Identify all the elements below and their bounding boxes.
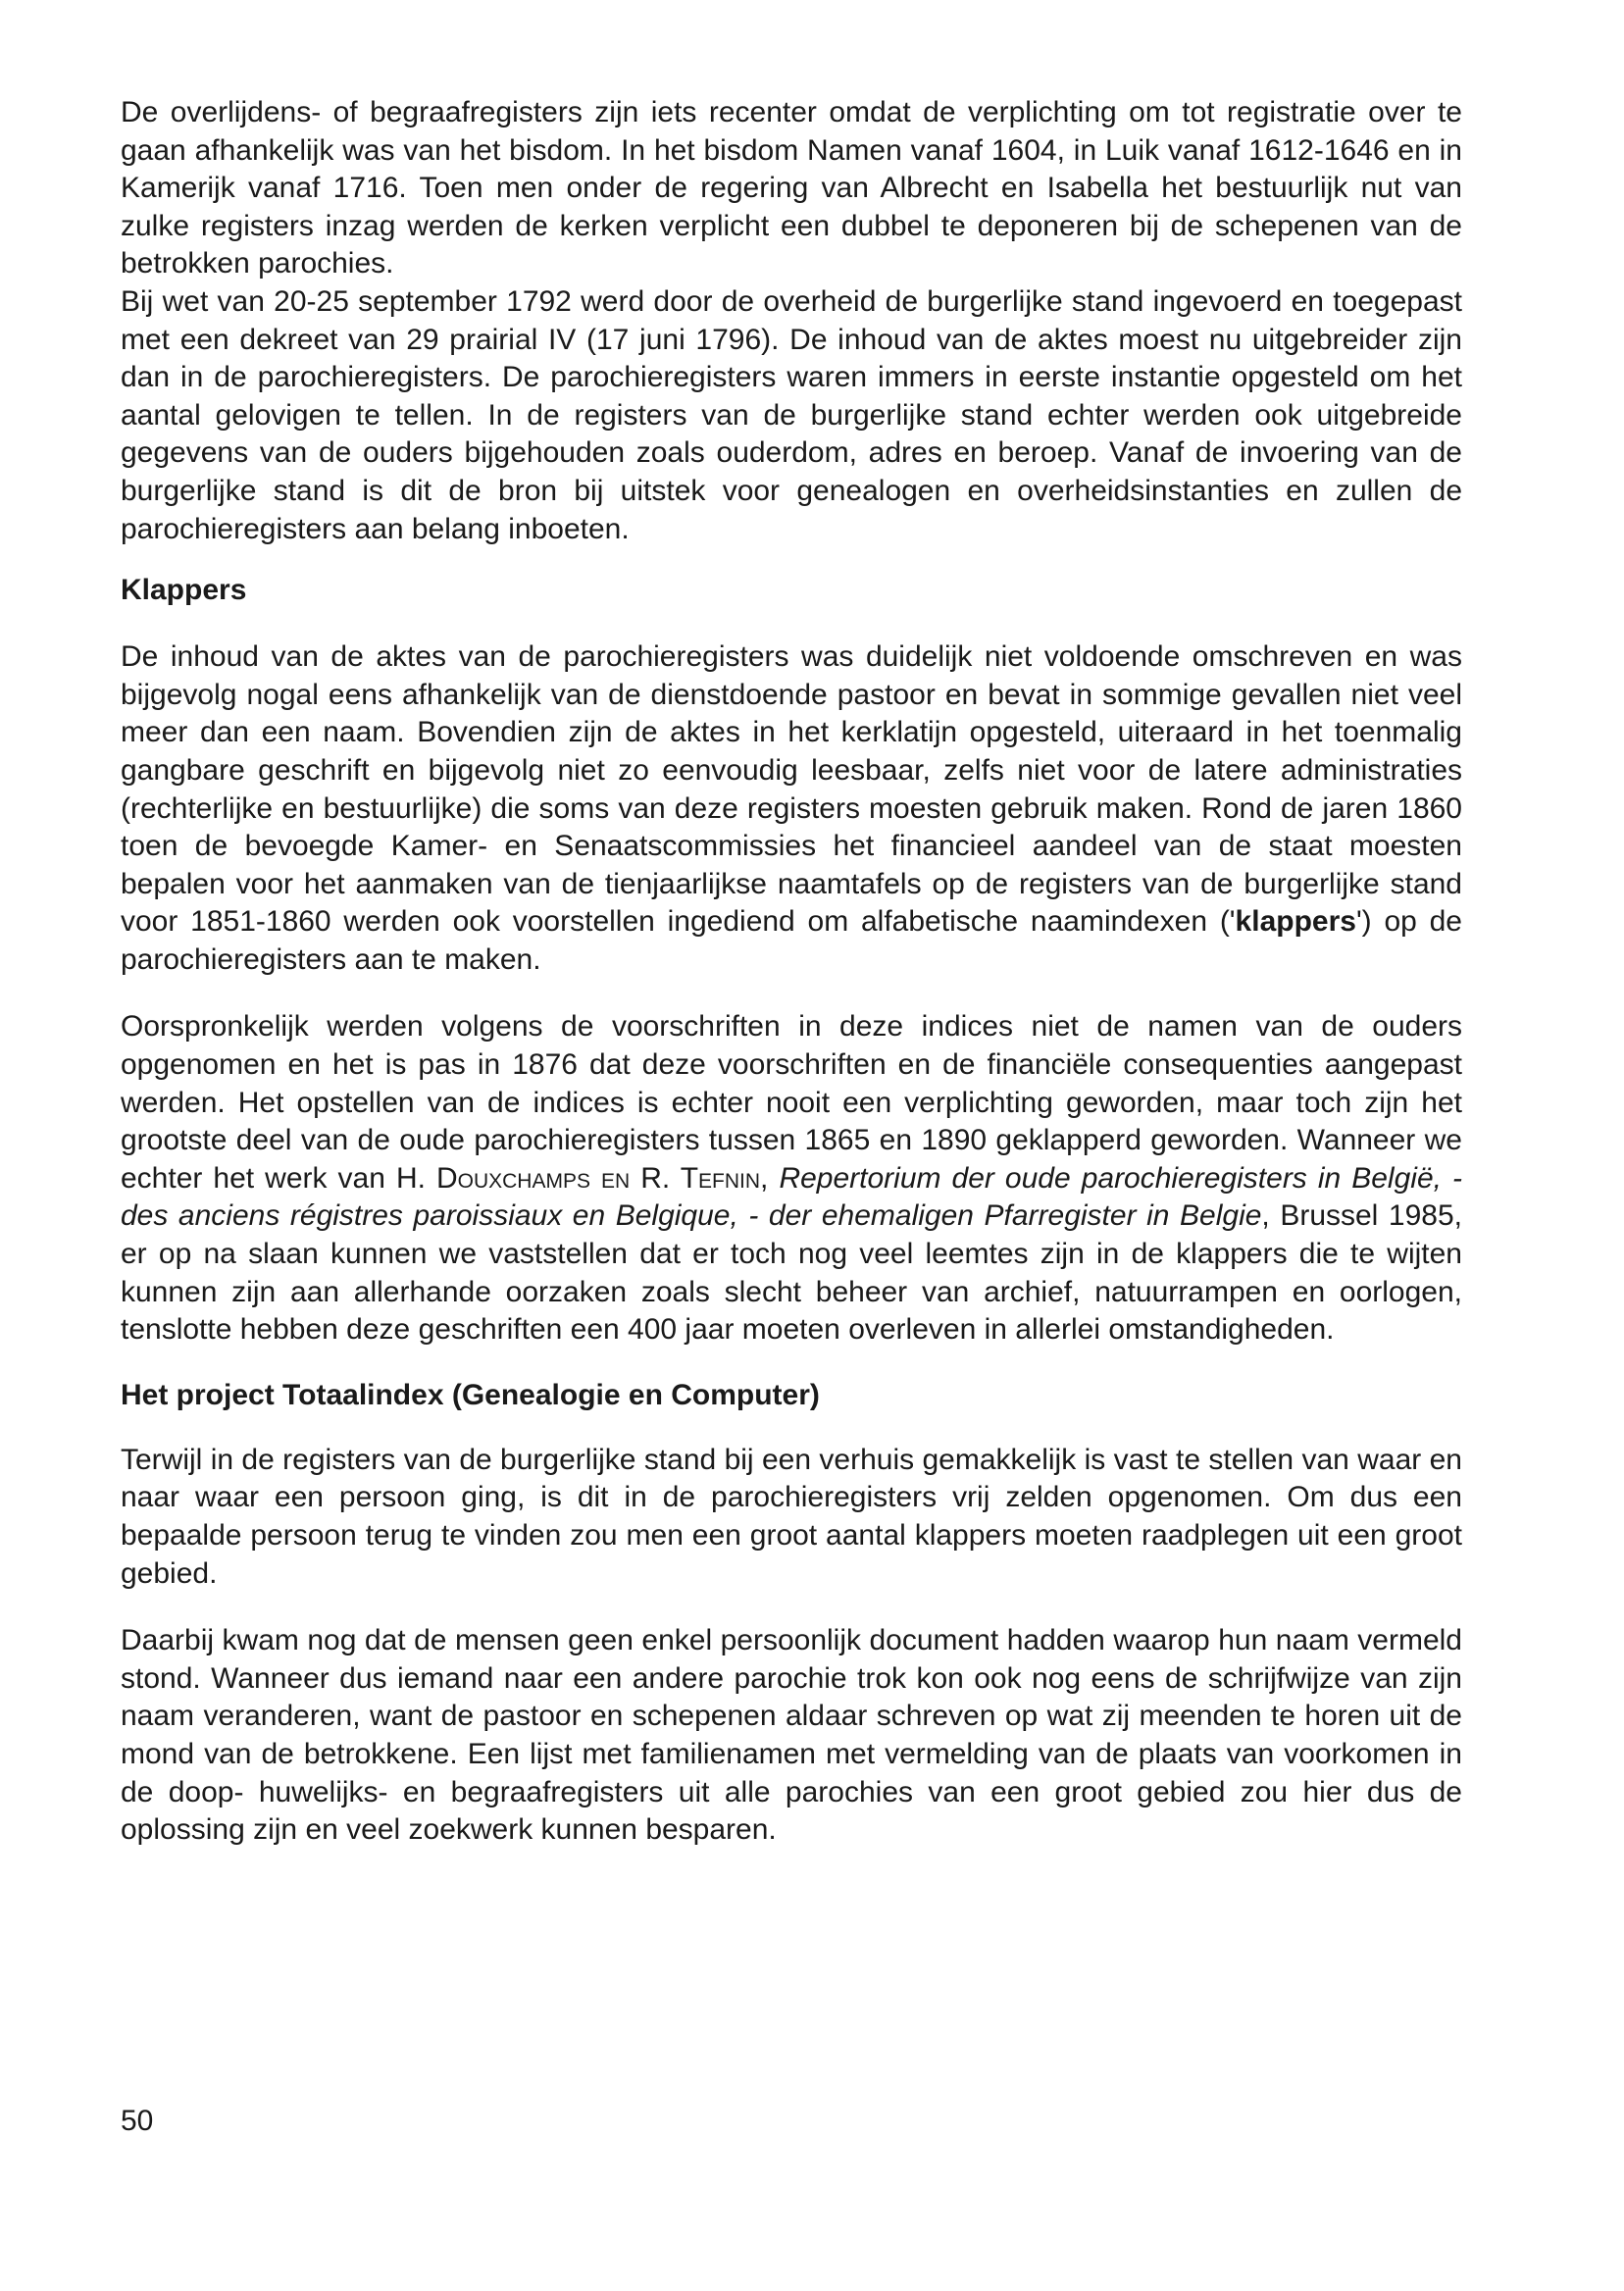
section-heading-project: Het project Totaalindex (Genealogie en Computer) bbox=[121, 1378, 820, 1411]
project-paragraph-1: Terwijl in de registers van de burgerlijke stand bij een verhuis gemakkelijk is vast te stellen van waar en naar waar een persoon ging, is dit in de parochieregisters vrij zelden opgenomen. Om dus een bepaalde persoon terug te vinden zou men een groot aantal klappers moeten raadplegen uit een groot gebied. bbox=[121, 1443, 1462, 1590]
klappers-p1-text-after: ') op de parochieregisters aan te maken. bbox=[121, 905, 1462, 976]
author-names: H. Douxchamps en R. Tefnin, bbox=[395, 1161, 769, 1195]
book-title: Repertorium der oude parochieregisters in België, - des anciens régistres paroissiaux en Belgique, - der ehemaligen Pfarregister in Belgie bbox=[121, 1161, 1462, 1233]
klappers-paragraph-2 bbox=[121, 1008, 1462, 1349]
klappers-p1-text-before: De inhoud van de aktes van de parochieregisters was duidelijk niet voldoende omschreven en was bijgevolg nogal eens afhankelijk van de dienstdoende pastoor en bevat in sommige gevallen niet veel meer dan een naam. Bovendien zijn de aktes in het kerklatijn opgesteld, uiteraard in het toenmalig gangbare geschrift en bijgevolg niet zo eenvoudig leesbaar, zelfs niet voor de latere administraties (rechterlijke en bestuurlijke) die soms van deze registers moesten gebruik maken. Rond de jaren 1860 toen de bevoegde Kamer- en Senaatscommissies het financieel aandeel van de staat moesten bepalen voor het aanmaken van de tienjaarlijkse naamtafels op de registers van de burgerlijke stand voor 1851-1860 werden ook voorstellen ingediend om alfabetische naamindexen (' bbox=[121, 640, 1462, 939]
klappers-p2-text-after: , Brussel 1985, er op na slaan kunnen we vaststellen dat er toch nog veel leemtes zijn in de klappers die te wijten kunnen zijn aan allerhande oorzaken zoals slecht beheer van archief, natuurrampen en oorlogen, tenslotte hebben deze geschriften een 400 jaar moeten overleven in allerlei omstandigheden. bbox=[121, 1199, 1462, 1347]
page-number: 50 bbox=[121, 2105, 154, 2137]
section-heading-klappers: Klappers bbox=[121, 574, 247, 607]
klappers-p2-text-before: Oorspronkelijk werden volgens de voorschriften in deze indices niet de namen van de ouders opgenomen en het is pas in 1876 dat deze voorschriften en de financiële consequenties aangepast werden. Het opstellen van de indices is echter nooit een verplichting geworden, maar toch zijn het grootste deel van de oude parochieregisters tussen 1865 en 1890 geklapperd geworden. Wanneer we echter het werk van bbox=[121, 1010, 1462, 1195]
intro-paragraph-2: Bij wet van 20-25 september 1792 werd door de overheid de burgerlijke stand ingevoerd en toegepast met een dekreet van 29 prairial IV (17 juni 1796). De inhoud van de aktes moest nu uitgebreider zijn dan in de parochieregisters. De parochieregisters waren immers in eerste instantie opgesteld om het aantal gelovigen te tellen. In de registers van de burgerlijke stand echter werden ook uitgebreide gegevens van de ouders bijgehouden zoals ouderdom, adres en beroep. Vanaf de invoering van de burgerlijke stand is dit de bron bij uitstek voor genealogen en overheidsinstanties en zullen de parochieregisters aan belang inboeten. bbox=[121, 284, 1462, 545]
klappers-paragraph-1 bbox=[121, 638, 1462, 979]
intro-paragraph-1: De overlijdens- of begraafregisters zijn iets recenter omdat de verplichting om tot registratie over te gaan afhankelijk was van het bisdom. In het bisdom Namen vanaf 1604, in Luik vanaf 1612-1646 en in Kamerijk vanaf 1716. Toen men onder de regering van Albrecht en Isabella het bestuurlijk nut van zulke registers inzag werden de kerken verplicht een dubbel te deponeren bij de schepenen van de betrokken parochies. bbox=[121, 96, 1462, 280]
project-paragraph-2: Daarbij kwam nog dat de mensen geen enkel persoonlijk document hadden waarop hun naam vermeld stond. Wanneer dus iemand naar een andere parochie trok kon ook nog eens de schrijfwijze van zijn naam veranderen, want de pastoor en schepenen aldaar schreven op wat zij meenden te horen uit de mond van de betrokkene. Een lijst met familienamen met vermelding van de plaats van voorkomen in de doop- huwelijks- en begraafregisters uit alle parochies van een groot gebied zou hier dus de oplossing zijn en veel zoekwerk kunnen besparen. bbox=[121, 1624, 1462, 1847]
klappers-bold-term: klappers bbox=[1235, 905, 1356, 939]
document-page bbox=[121, 94, 1462, 1850]
